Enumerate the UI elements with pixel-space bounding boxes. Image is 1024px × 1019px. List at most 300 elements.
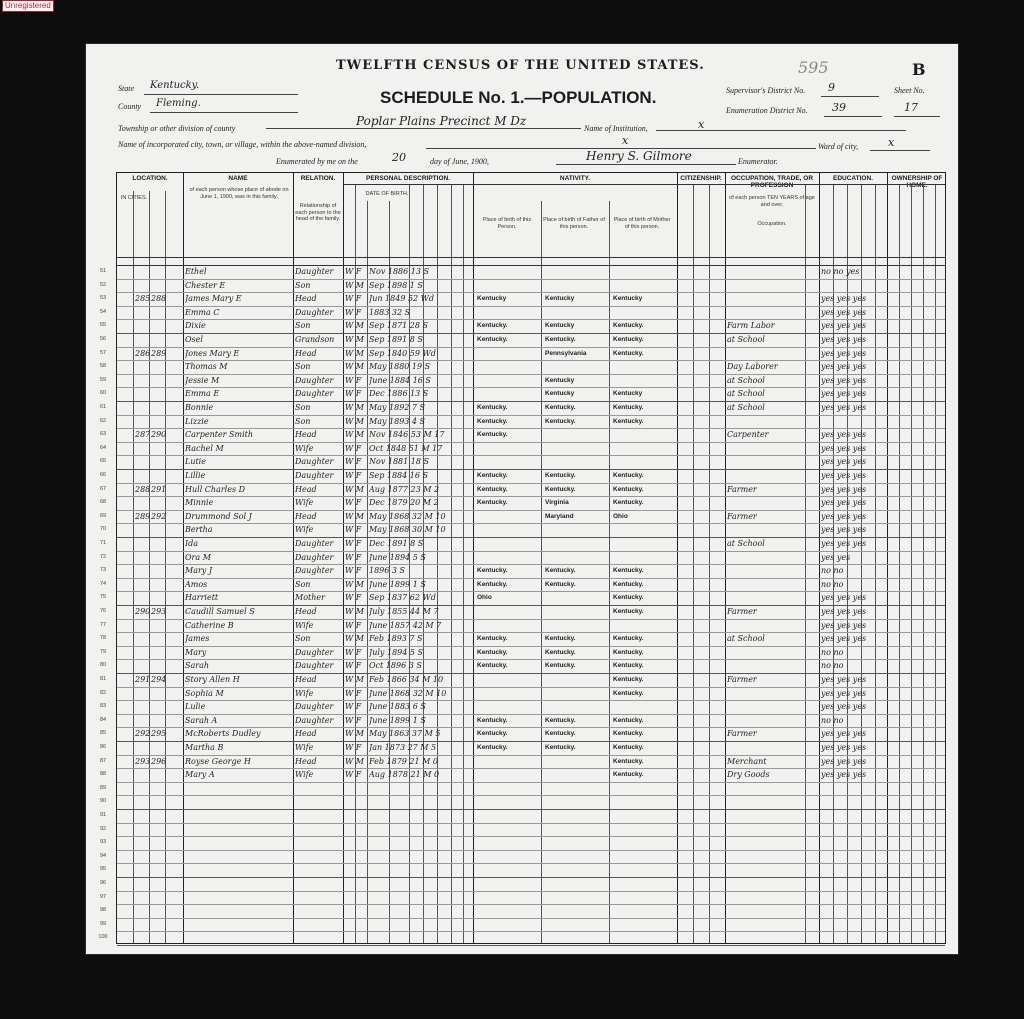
cell-fam: 294 xyxy=(151,675,167,684)
cell-dob: May 1893 4 S xyxy=(369,416,426,426)
cell-rel: Head xyxy=(295,348,317,358)
cell-rel: Head xyxy=(295,511,317,521)
cell-edu: yes yes yes xyxy=(821,634,867,644)
cell-edu: yes yes yes xyxy=(821,675,867,684)
cell-rel: Wife xyxy=(295,743,314,752)
cell-rel: Wife xyxy=(295,620,314,630)
cell-name: Osel xyxy=(185,335,203,344)
cell-dw: 290 xyxy=(135,607,151,616)
ward-value: x xyxy=(888,136,895,149)
township-label: Township or other division of county xyxy=(118,124,236,133)
enumerated-day: 20 xyxy=(392,151,406,164)
cell-birth: Kentucky. xyxy=(477,485,508,493)
cell-sex: W F xyxy=(345,620,362,630)
row-number: 96 xyxy=(99,880,107,886)
cell-dob: Aug 1878 21 M 0 xyxy=(369,770,440,780)
row-number: 83 xyxy=(99,703,107,710)
cell-rel: Head xyxy=(295,430,317,440)
cell-mother: Kentucky. xyxy=(613,499,644,507)
cell-name: Amos xyxy=(185,579,208,589)
cell-dob: May 1892 7 S xyxy=(369,403,426,412)
row-number: 99 xyxy=(99,920,107,927)
cell-name: James xyxy=(185,634,210,644)
cell-name: Mary xyxy=(185,647,207,657)
cell-rel: Head xyxy=(295,756,317,766)
row-number: 56 xyxy=(99,336,107,342)
cell-dob: Feb 1893 7 S xyxy=(369,634,423,644)
cell-edu: yes yes yes xyxy=(821,525,867,535)
cell-dob: Sep 1884 16 S xyxy=(369,471,428,480)
row-number: 52 xyxy=(99,281,107,288)
cell-sex: W F xyxy=(345,770,362,780)
cell-dob: June 1884 16 S xyxy=(369,375,431,385)
cell-dob: May 1880 19 S xyxy=(369,362,431,372)
cell-dob: Sep 1898 1 S xyxy=(369,280,423,290)
header-nativity: NATIVITY. xyxy=(559,175,591,182)
row-number: 94 xyxy=(99,852,107,859)
subheader-occupation-col: Occupation. xyxy=(757,221,787,227)
cell-occ: Farmer xyxy=(727,511,757,521)
cell-name: Carpenter Smith xyxy=(185,430,254,440)
cell-name: Hull Charles D xyxy=(185,484,246,494)
cell-name: Royse George H xyxy=(185,756,251,766)
cell-occ: Carpenter xyxy=(727,430,769,440)
cell-birth: Kentucky. xyxy=(477,648,508,656)
cell-sex: W M xyxy=(345,403,364,412)
cell-sex: W F xyxy=(345,471,362,480)
cell-birth: Kentucky. xyxy=(477,472,508,479)
cell-edu: yes yes yes xyxy=(821,484,867,494)
cell-sex: W F xyxy=(345,443,362,453)
incorporated-value: x xyxy=(622,134,629,147)
cell-sex: W M xyxy=(345,280,364,290)
row-number: 82 xyxy=(99,689,107,696)
cell-mother: Ohio xyxy=(613,512,628,520)
cell-rel: Daughter xyxy=(295,267,334,276)
cell-mother: Kentucky. xyxy=(613,417,644,425)
cell-sex: W M xyxy=(345,634,364,644)
cell-father: Maryland xyxy=(545,512,574,520)
cell-birth: Kentucky. xyxy=(477,431,508,439)
row-number: 51 xyxy=(99,268,107,274)
cell-occ: Dry Goods xyxy=(727,770,770,780)
cell-dw: 285 xyxy=(135,294,151,304)
cell-father: Kentucky xyxy=(545,322,575,330)
cell-dob: June 1857 42 M 7 xyxy=(369,620,442,630)
state-label: State xyxy=(118,84,134,93)
cell-edu: no no yes xyxy=(821,267,860,276)
cell-edu: yes yes xyxy=(821,552,851,562)
cell-name: Sophia M xyxy=(185,688,224,698)
cell-dob: Oct 1848 51 M 17 xyxy=(369,443,443,453)
cell-father: Kentucky. xyxy=(545,336,576,343)
cell-name: Lutie xyxy=(185,457,206,467)
cell-dob: Sep 1871 28 S xyxy=(369,321,428,331)
county-label: County xyxy=(118,102,142,111)
cell-dob: Nov 1886 13 S xyxy=(369,267,429,276)
cell-rel: Grandson xyxy=(295,335,335,344)
cell-name: James Mary E xyxy=(185,294,242,304)
row-number: 64 xyxy=(99,444,107,451)
cell-edu: yes yes yes xyxy=(821,457,867,467)
cell-sex: W M xyxy=(345,335,364,344)
cell-edu: yes yes yes xyxy=(821,498,867,508)
cell-mother: Kentucky. xyxy=(613,730,644,738)
enumerated-month: day of June, 1900, xyxy=(430,157,489,166)
subheader-in-cities: IN CITIES. xyxy=(120,195,148,201)
cell-rel: Daughter xyxy=(295,539,334,548)
cell-dw: 293 xyxy=(135,756,151,766)
enumeration-value: 39 xyxy=(832,101,846,114)
cell-occ: Merchant xyxy=(727,756,767,766)
cell-dob: Feb 1879 21 M 0 xyxy=(369,756,438,766)
cell-sex: W F xyxy=(345,647,362,657)
cell-edu: no no xyxy=(821,647,844,657)
row-number: 66 xyxy=(99,472,107,478)
cell-father: Kentucky. xyxy=(545,716,576,724)
cell-sex: W F xyxy=(345,498,362,508)
cell-birth: Ohio xyxy=(477,594,492,602)
header-ownership: OWNERSHIP OF HOME. xyxy=(891,175,943,189)
cell-edu: yes yes yes xyxy=(821,375,867,385)
cell-name: Mary A xyxy=(185,770,215,780)
cell-dob: Dec 1879 20 M 2 xyxy=(369,498,439,508)
row-number: 61 xyxy=(99,404,107,410)
cell-dw: 287 xyxy=(135,430,151,440)
sheet-label: Sheet No. xyxy=(894,86,925,95)
cell-rel: Daughter xyxy=(295,647,334,657)
cell-dob: May 1868 30 M 10 xyxy=(369,525,446,535)
cell-rel: Son xyxy=(295,280,311,290)
cell-sex: W F xyxy=(345,715,362,725)
cell-sex: W M xyxy=(345,756,364,766)
cell-sex: W M xyxy=(345,607,364,616)
cell-sex: W M xyxy=(345,511,364,521)
cell-mother: Kentucky. xyxy=(613,635,644,643)
cell-name: Story Allen H xyxy=(185,675,240,684)
cell-mother: Kentucky. xyxy=(613,744,644,751)
cell-dw: 288 xyxy=(135,484,151,494)
cell-dob: Oct 1896 3 S xyxy=(369,661,422,671)
cell-sex: W M xyxy=(345,348,364,358)
cell-mother: Kentucky. xyxy=(613,716,644,724)
cell-dob: July 1855 44 M 7 xyxy=(369,607,439,616)
cell-edu: yes yes yes xyxy=(821,443,867,453)
cell-birth: Kentucky. xyxy=(477,744,508,751)
cell-birth: Kentucky. xyxy=(477,417,508,425)
header-relation: RELATION. xyxy=(300,175,336,182)
cell-father: Kentucky. xyxy=(545,635,576,643)
cell-sex: W F xyxy=(345,539,362,548)
cell-edu: yes yes yes xyxy=(821,511,867,521)
cell-edu: yes yes yes xyxy=(821,770,867,780)
cell-sex: W F xyxy=(345,525,362,535)
cell-sex: W F xyxy=(345,552,362,562)
cell-name: Thomas M xyxy=(185,362,228,372)
enumerated-label: Enumerated by me on the xyxy=(276,157,358,166)
cell-edu: yes yes yes xyxy=(821,362,867,372)
cell-dob: Sep 1840 59 Wd xyxy=(369,348,436,358)
cell-fam: 293 xyxy=(151,607,167,616)
cell-sex: W M xyxy=(345,729,364,739)
header-personal: PERSONAL DESCRIPTION. xyxy=(365,175,451,182)
cell-father: Kentucky. xyxy=(545,730,576,738)
subheader-birthplace-self: Place of birth of this Person. xyxy=(482,217,532,230)
subheader-birthplace-father: Place of birth of Father of this person. xyxy=(543,217,605,230)
cell-name: Lizzie xyxy=(185,416,209,426)
cell-father: Kentucky. xyxy=(545,580,576,588)
cell-name: Bertha xyxy=(185,525,213,535)
cell-name: Catherine B xyxy=(185,620,234,630)
cell-rel: Head xyxy=(295,484,317,494)
row-number: 92 xyxy=(99,825,107,832)
cell-father: Kentucky xyxy=(545,295,575,303)
row-number: 67 xyxy=(99,485,107,492)
cell-sex: W F xyxy=(345,702,362,712)
row-number: 89 xyxy=(99,784,107,791)
cell-name: Ora M xyxy=(185,552,211,562)
ward-label: Ward of city, xyxy=(818,142,859,151)
cell-birth: Kentucky. xyxy=(477,404,508,411)
row-number: 62 xyxy=(99,417,107,424)
header-name: NAME xyxy=(228,175,248,182)
cell-rel: Head xyxy=(295,294,317,304)
row-number: 68 xyxy=(99,499,107,506)
cell-mother: Kentucky. xyxy=(613,676,644,683)
cell-name: Bonnie xyxy=(185,403,214,412)
cell-rel: Daughter xyxy=(295,702,334,712)
cell-rel: Head xyxy=(295,729,317,739)
cell-sex: W F xyxy=(345,688,362,698)
enumerator-name: Henry S. Gilmore xyxy=(586,149,692,163)
cell-edu: yes yes yes xyxy=(821,607,867,616)
header-occupation: OCCUPATION, TRADE, OR PROFESSION xyxy=(730,175,814,189)
cell-birth: Kentucky. xyxy=(477,322,508,330)
cell-name: Rachel M xyxy=(185,443,224,453)
row-number: 54 xyxy=(99,308,107,315)
cell-name: Dixie xyxy=(185,321,206,331)
cell-occ: Day Laborer xyxy=(727,362,778,372)
cell-dob: Sep 1891 8 S xyxy=(369,335,423,344)
cell-occ: Farmer xyxy=(727,484,757,494)
cell-mother: Kentucky. xyxy=(613,689,644,697)
cell-rel: Son xyxy=(295,579,311,589)
cell-occ: at School xyxy=(727,634,765,644)
row-number: 58 xyxy=(99,363,107,370)
cell-mother: Kentucky xyxy=(613,390,643,398)
cell-name: Minnie xyxy=(185,498,214,508)
cell-father: Kentucky xyxy=(545,390,575,398)
cell-rel: Son xyxy=(295,416,311,426)
supervisor-label: Supervisor's District No. xyxy=(726,86,806,95)
cell-father: Kentucky xyxy=(545,376,575,384)
cell-dob: Jun 1849 52 Wd xyxy=(369,294,435,304)
cell-birth: Kentucky. xyxy=(477,580,508,588)
cell-edu: yes yes yes xyxy=(821,702,867,712)
cell-fam: 296 xyxy=(151,756,167,766)
cell-rel: Son xyxy=(295,634,311,644)
cell-name: Lulie xyxy=(185,702,206,712)
cell-dob: Dec 1886 13 S xyxy=(369,389,429,399)
cell-father: Virginia xyxy=(545,499,569,507)
cell-edu: yes yes yes xyxy=(821,348,867,358)
cell-birth: Kentucky. xyxy=(477,567,508,575)
cell-occ: Farm Labor xyxy=(727,321,775,331)
cell-sex: W F xyxy=(345,661,362,671)
cell-sex: W F xyxy=(345,307,362,317)
cell-name: Harriett xyxy=(185,593,219,603)
cell-dob: Nov 1881 18 S xyxy=(369,457,429,467)
cell-dob: Aug 1877 23 M 2 xyxy=(369,484,440,494)
cell-birth: Kentucky. xyxy=(477,336,508,343)
row-number: 95 xyxy=(99,866,107,873)
row-number: 91 xyxy=(99,812,107,818)
cell-father: Kentucky. xyxy=(545,662,576,670)
cell-edu: no no xyxy=(821,715,844,725)
cell-fam: 288 xyxy=(151,294,167,304)
cell-birth: Kentucky. xyxy=(477,499,508,507)
cell-dob: Sep 1837 62 Wd xyxy=(369,593,436,603)
cell-mother: Kentucky. xyxy=(613,580,644,588)
cell-occ: Farmer xyxy=(727,729,757,739)
cell-father: Kentucky. xyxy=(545,567,576,575)
cell-name: Lillie xyxy=(185,471,206,480)
cell-occ: at School xyxy=(727,403,765,412)
cell-occ: Farmer xyxy=(727,675,757,684)
cell-mother: Kentucky. xyxy=(613,336,644,343)
schedule-title: SCHEDULE No. 1.—POPULATION. xyxy=(380,88,657,107)
cell-fam: 289 xyxy=(151,348,167,358)
cell-mother: Kentucky. xyxy=(613,662,644,670)
row-number: 76 xyxy=(99,608,107,614)
cell-sex: W M xyxy=(345,362,364,372)
cell-rel: Daughter xyxy=(295,375,334,385)
enumeration-label: Enumeration District No. xyxy=(726,106,808,115)
stamp-number: 595 xyxy=(798,58,829,77)
cell-birth: Kentucky. xyxy=(477,662,508,670)
cell-father: Kentucky. xyxy=(545,485,576,493)
cell-mother: Kentucky. xyxy=(613,608,644,615)
row-number: 81 xyxy=(99,676,107,682)
cell-name: Emma E xyxy=(185,389,220,399)
row-number: 75 xyxy=(99,594,107,601)
row-number: 69 xyxy=(99,512,107,519)
county-value: Fleming. xyxy=(156,98,201,109)
cell-edu: yes yes yes xyxy=(821,688,867,698)
cell-name: Martha B xyxy=(185,743,224,752)
cell-dob: July 1894 5 S xyxy=(369,647,423,657)
cell-mother: Kentucky. xyxy=(613,648,644,656)
supervisor-value: 9 xyxy=(828,81,835,94)
state-value: Kentucky. xyxy=(150,80,200,91)
cell-birth: Kentucky. xyxy=(477,716,508,724)
cell-sex: W F xyxy=(345,593,362,603)
cell-occ: at School xyxy=(727,335,765,344)
cell-name: Mary J xyxy=(185,566,213,576)
cell-sex: W M xyxy=(345,579,364,589)
cell-rel: Daughter xyxy=(295,389,334,399)
cell-dob: Feb 1866 34 M 10 xyxy=(369,675,444,684)
cell-mother: Kentucky. xyxy=(613,472,644,479)
incorporated-label: Name of incorporated city, town, or village, within the above-named division, xyxy=(118,140,367,149)
cell-mother: Kentucky. xyxy=(613,594,644,602)
cell-sex: W M xyxy=(345,675,364,684)
row-number: 70 xyxy=(99,526,107,533)
sheet-number: 17 xyxy=(904,101,918,114)
cell-edu: yes yes yes xyxy=(821,430,867,440)
cell-occ: Farmer xyxy=(727,607,757,616)
institution-label: Name of Institution, xyxy=(584,124,648,133)
subheader-occupation: of each person TEN YEARS of age and over. xyxy=(729,195,815,208)
cell-edu: no no xyxy=(821,661,844,671)
cell-dob: May 1868 32 M 10 xyxy=(369,511,446,521)
cell-rel: Wife xyxy=(295,770,314,780)
cell-mother: Kentucky. xyxy=(613,322,644,330)
cell-dob: June 1883 6 S xyxy=(369,702,426,712)
cell-rel: Head xyxy=(295,675,317,684)
cell-edu: yes yes yes xyxy=(821,593,867,603)
cell-fam: 295 xyxy=(151,729,167,739)
cell-dob: June 1868 32 M 10 xyxy=(369,688,447,698)
row-number: 74 xyxy=(99,580,107,587)
subheader-date-of-birth: DATE OF BIRTH. xyxy=(365,191,409,197)
row-number: 63 xyxy=(99,431,107,438)
cell-dob: Jan 1873 27 M 5 xyxy=(369,743,437,752)
cell-sex: W F xyxy=(345,743,362,752)
cell-mother: Kentucky. xyxy=(613,485,644,493)
row-number: 98 xyxy=(99,907,107,914)
cell-birth: Kentucky. xyxy=(477,635,508,643)
cell-name: Caudill Samuel S xyxy=(185,607,255,616)
cell-dob: May 1863 37 M 5 xyxy=(369,729,441,739)
cell-rel: Daughter xyxy=(295,457,334,467)
cell-father: Pennsylvania xyxy=(545,349,587,357)
row-number: 78 xyxy=(99,635,107,642)
row-number: 71 xyxy=(99,540,107,546)
header-education: EDUCATION. xyxy=(833,175,873,182)
cell-rel: Daughter xyxy=(295,552,334,562)
row-number: 60 xyxy=(99,390,107,397)
cell-name: Sarah xyxy=(185,661,209,671)
header-citizenship: CITIZENSHIP. xyxy=(680,175,722,182)
row-number: 59 xyxy=(99,376,107,383)
cell-dob: 1883 32 S xyxy=(369,307,411,317)
row-number: 97 xyxy=(99,893,107,900)
enumerator-label: Enumerator. xyxy=(738,157,778,166)
cell-name: Ethel xyxy=(185,267,207,276)
cell-father: Kentucky. xyxy=(545,404,576,411)
cell-name: McRoberts Dudley xyxy=(185,729,261,739)
cell-father: Kentucky. xyxy=(545,417,576,425)
census-sheet xyxy=(86,44,958,954)
cell-edu: no no xyxy=(821,579,844,589)
cell-occ: at School xyxy=(727,389,765,399)
cell-edu: yes yes yes xyxy=(821,620,867,630)
cell-dw: 291 xyxy=(135,675,151,684)
cell-sex: W M xyxy=(345,484,364,494)
cell-edu: yes yes yes xyxy=(821,403,867,412)
cell-sex: W F xyxy=(345,375,362,385)
cell-name: Ida xyxy=(185,539,199,548)
sheet-letter: B xyxy=(912,60,926,79)
cell-mother: Kentucky xyxy=(613,295,643,303)
cell-mother: Kentucky. xyxy=(613,771,644,779)
cell-dw: 286 xyxy=(135,348,151,358)
cell-rel: Daughter xyxy=(295,566,334,576)
cell-edu: yes yes yes xyxy=(821,389,867,399)
cell-rel: Son xyxy=(295,321,311,331)
row-number: 87 xyxy=(99,757,107,764)
